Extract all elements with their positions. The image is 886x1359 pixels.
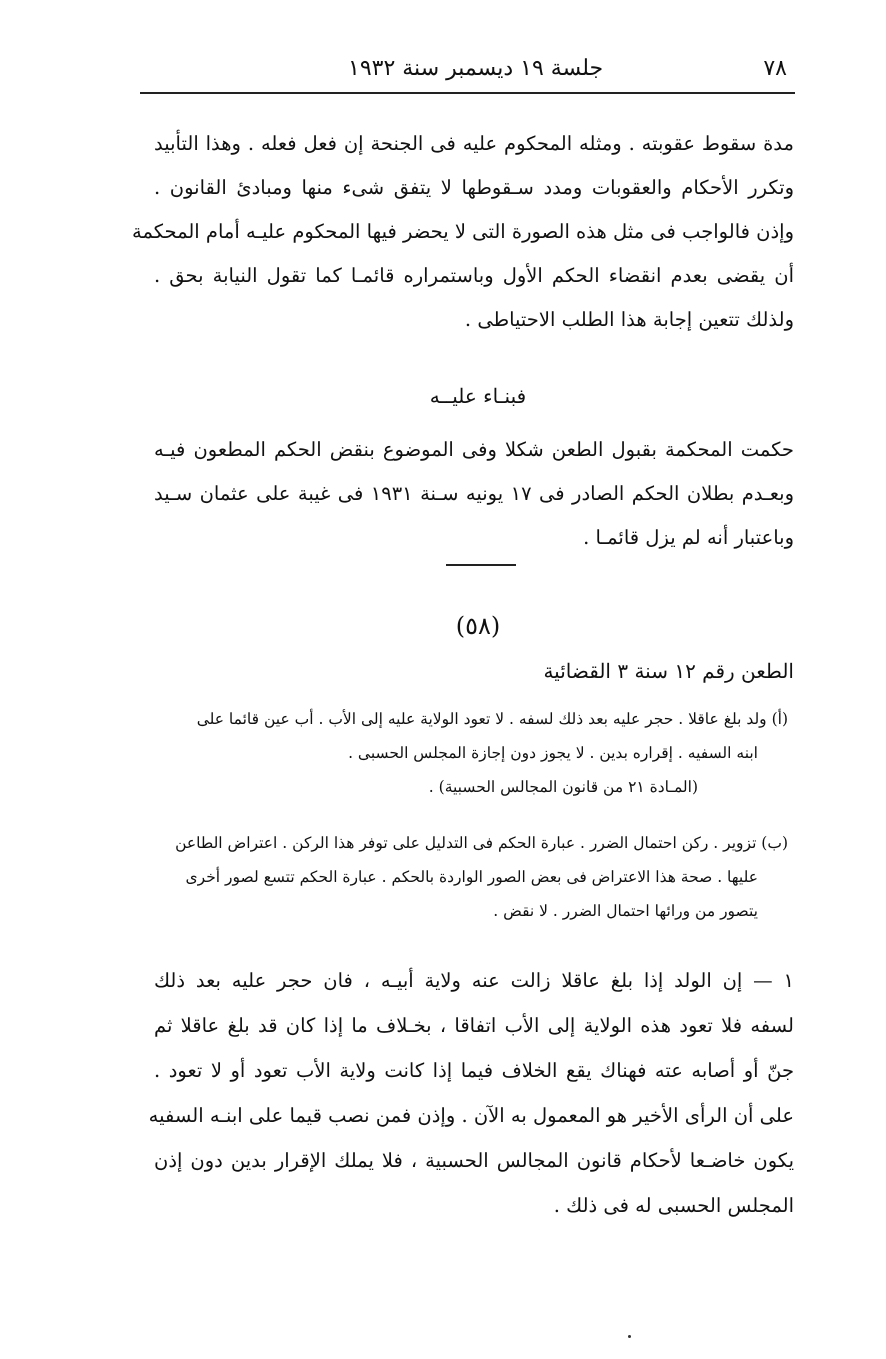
- text-line: ابنه السفيه . إقراره بدين . لا يجوز دون إجازة المجلس الحسبى .: [348, 744, 758, 762]
- text-line: وباعتبار أنه لم يزل قائمـا .: [583, 526, 794, 549]
- text-line: المجلس الحسبى له فى ذلك .: [553, 1194, 794, 1217]
- text-line: وإذن فالواجب فى مثل هذه الصورة التى لا يحضر فيها المحكوم عليـه أمام المحكمة: [131, 220, 794, 243]
- summary-a: [138, 702, 788, 804]
- ruling-heading: فبنـاء عليــه: [429, 384, 527, 408]
- text-line: يتصور من ورائها احتمال الضرر . لا نقض .: [493, 902, 758, 920]
- ruling-paragraph: [154, 428, 794, 560]
- text-line: وتكرر الأحكام والعقوبات ومدد سـقوطها لا يتفق شىء منها ومبادئ القانون .: [154, 176, 794, 199]
- text-line: على أن الرأى الأخير هو المعمول به الآن . وإذن فمن نصب قيما على ابنـه السفيه: [148, 1104, 794, 1127]
- text-line: يكون خاضـعا لأحكام قانون المجالس الحسبية ، فلا يملك الإقرار بدين دون إذن: [154, 1149, 794, 1172]
- text-line: مدة سقوط عقوبته . ومثله المحكوم عليه فى الجنحة إن فعل فعله . وهذا التأبيد: [154, 132, 794, 155]
- text-line: جنّ أو أصابه عته فهناك يقع الخلاف فيما إذا كانت ولاية الأب تعود أو لا تعود .: [154, 1059, 794, 1082]
- session-title: جلسة ١٩ ديسمبر سنة ١٩٣٢: [348, 56, 604, 81]
- case-number: (٥٨): [455, 612, 501, 640]
- page-header: [140, 52, 795, 94]
- text-line: أن يقضى بعدم انقضاء الحكم الأول وباستمراره قائمـا كما تقول النيابة بحق .: [154, 264, 794, 287]
- print-speck: [628, 1335, 631, 1338]
- text-line: ١ — إن الولد إذا بلغ عاقلا زالت عنه ولاية أبيـه ، فان حجر عليه بعد ذلك: [154, 969, 794, 992]
- text-line: ولذلك تتعين إجابة هذا الطلب الاحتياطى .: [464, 308, 794, 331]
- text-line: وبعـدم بطلان الحكم الصادر فى ١٧ يونيه سـنة ١٩٣١ فى غيبة على عثمان سـيد: [154, 482, 794, 505]
- section-divider: [446, 564, 516, 566]
- text-line: لسفه فلا تعود هذه الولاية إلى الأب اتفاقا ، بخـلاف ما إذا كان قد بلغ عاقلا ثم: [154, 1014, 794, 1037]
- text-line: عليها . صحة هذا الاعتراض فى بعض الصور الواردة بالحكم . عبارة الحكم تتسع لصور أخرى: [185, 868, 758, 886]
- text-line: حكمت المحكمة بقبول الطعن شكلا وفى الموضوع بنقض الحكم المطعون فيـه: [154, 438, 794, 461]
- text-line: (أ) ولد بلغ عاقلا . حجر عليه بعد ذلك لسفه . لا تعود الولاية عليه إلى الأب . أب عين قائما على: [196, 710, 788, 728]
- text-line: (ب) تزوير . ركن احتمال الضرر . عبارة الحكم فى التدليل على توفر هذا الركن . اعتراض الطاعن: [175, 834, 788, 852]
- summary-b: [138, 826, 788, 928]
- intro-paragraph: [131, 122, 794, 342]
- body-paragraph: [148, 958, 794, 1228]
- page-number: ٧٨: [763, 56, 787, 81]
- case-title: الطعن رقم ١٢ سنة ٣ القضائية: [543, 659, 794, 683]
- text-line: (المـادة ٢١ من قانون المجالس الحسبية) .: [428, 778, 698, 796]
